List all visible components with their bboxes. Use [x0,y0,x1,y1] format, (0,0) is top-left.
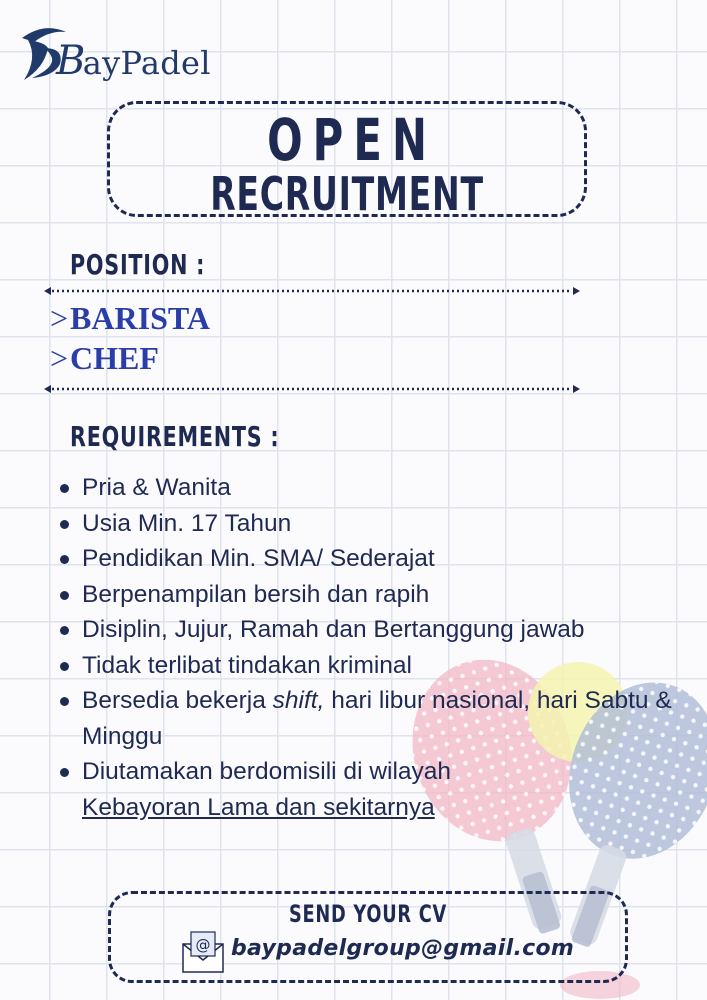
bullet-icon [60,697,69,706]
list-item [58,683,698,754]
requirement-text: Usia Min. 17 Tahun [82,509,292,537]
divider-bottom [44,384,580,394]
requirement-text: hari libur nasional, hari Sabtu & Minggu [82,687,672,750]
requirement-area: Kebayoran Lama dan sekitarnya [82,793,435,821]
list-item [58,506,698,542]
bullet-icon [60,626,69,635]
list-item [58,648,698,684]
email-icon [181,930,225,974]
bullet-icon [60,484,69,493]
position-marker: > [50,300,69,336]
position-marker: > [50,340,69,376]
requirement-text: Diutamakan berdomisili di wilayah [82,758,452,785]
position-item-chef [50,340,159,377]
requirements-list [58,470,698,825]
requirement-text: Disiplin, Jujur, Ramah dan Bertanggung jawab [82,616,585,643]
brand-name-word: Padel [120,44,211,82]
requirement-text: Berpenampilan bersih dan rapih [82,580,430,608]
contact-title: SEND YOUR CV [289,900,447,928]
bullet-icon [60,591,69,600]
bullet-icon [60,662,69,671]
svg-text:@: @ [195,936,211,954]
headline-open: OPEN [267,106,437,174]
requirements-title: REQUIREMENTS : [70,420,280,453]
requirement-text: Bersedia bekerja [82,687,273,714]
position-label: BARISTA [70,300,210,336]
position-label: CHEF [70,340,159,376]
brand-logo [14,18,244,88]
brand-name [56,38,211,84]
requirement-text: Tidak terlibat tindakan kriminal [82,651,412,679]
position-title: POSITION : [70,248,206,281]
requirement-text: Pendidikan Min. SMA/ Sederajat [82,545,435,572]
bullet-icon [60,555,69,564]
headline-box [107,101,587,221]
contact-email[interactable]: baypadelgroup@gmail.com [231,936,575,961]
divider-top [44,286,580,296]
list-item [58,754,698,825]
brand-name-part: ay [82,44,121,82]
list-item [58,577,698,613]
contact-box [108,891,628,983]
brand-initial: B [56,38,86,84]
list-item [58,612,698,648]
requirement-shift-word: shift, [272,687,325,714]
position-item-barista [50,300,210,337]
bullet-icon [60,520,69,529]
requirement-text: Pria & Wanita [82,474,231,501]
list-item [58,470,698,506]
list-item [58,541,698,577]
headline-recruitment: RECRUITMENT [210,167,484,221]
bullet-icon [60,768,69,777]
